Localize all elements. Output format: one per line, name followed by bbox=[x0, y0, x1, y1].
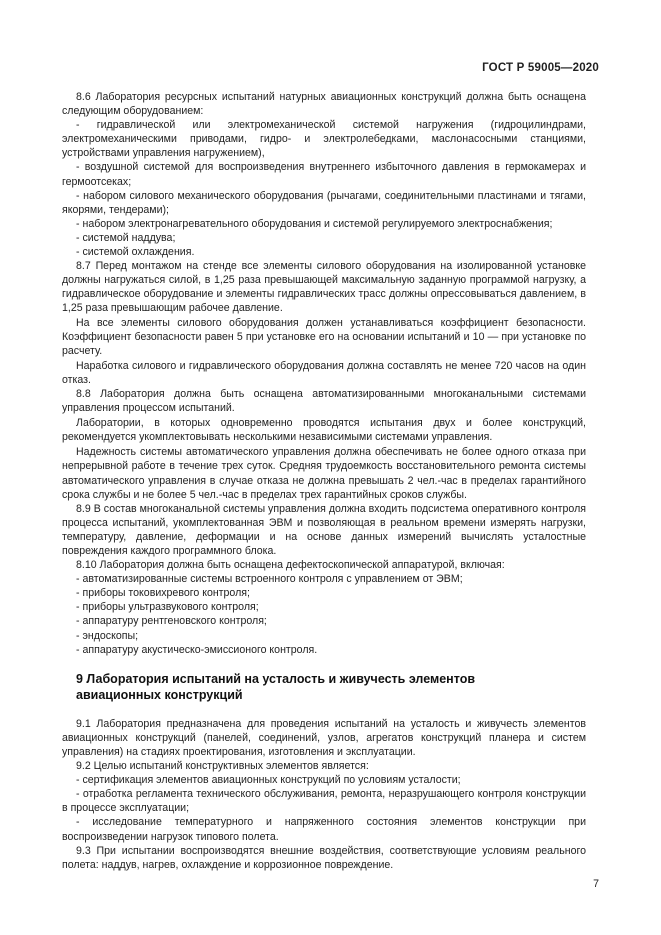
list-item: - приборы токовихревого контроля; bbox=[76, 587, 250, 600]
paragraph: Лаборатории, в которых одновременно проводятся испытания двух и более конструкций, рекомендуется укомплектовывать несколькими независимыми системами управления. bbox=[62, 417, 586, 444]
list-item: - аппаратуру рентгеновского контроля; bbox=[76, 615, 267, 628]
list-item: - системой охлаждения. bbox=[76, 246, 195, 259]
paragraph-9-2: 9.2 Целью испытаний конструктивных элементов является: bbox=[76, 760, 369, 773]
list-item: - отработка регламента технического обслуживания, ремонта, неразрушающего контроля конструкции в процессе эксплуатации; bbox=[62, 788, 586, 815]
list-item: - набором силового механического оборудования (рычагами, соединительными пластинами и тягами, якорями, тендерами); bbox=[62, 189, 586, 216]
page-number: 7 bbox=[593, 878, 599, 890]
list-item: - системой наддува; bbox=[76, 231, 176, 244]
section-title-line2: авиационных конструкций bbox=[76, 687, 243, 702]
list-item: - воздушной системой для воспроизведения внутреннего избыточного давления в гермокамерах и гермоотсеках; bbox=[62, 161, 586, 188]
paragraph-8-8: 8.8 Лаборатория должна быть оснащена автоматизированными многоканальными системами управления процессом испытаний. bbox=[62, 387, 586, 415]
paragraph: На все элементы силового оборудования должен устанавливаться коэффициент безопасности. Коэффициент безопасности равен 5 при установке его на основании испытаний и 10 — при установке по расчету. bbox=[62, 316, 586, 357]
paragraph-8-10: 8.10 Лаборатория должна быть оснащена дефектоскопической аппаратурой, включая: bbox=[76, 559, 505, 572]
section-9-heading bbox=[76, 671, 586, 703]
list-item: - сертификация элементов авиационных конструкций по условиям усталости; bbox=[76, 774, 461, 787]
paragraph-8-9: 8.9 В состав многоканальной системы управления должна входить подсистема оперативного контроля процесса испытаний, укомплектованная ЭВМ и позволяющая в реальном времени измерять нагрузки, температуру, давление, деформации и на основе данных измерений вычислять усталостные повреждения каждого программного блока. bbox=[62, 502, 586, 557]
paragraph-9-3: 9.3 При испытании воспроизводятся внешние воздействия, соответствующие условиям реального полета: наддув, нагрев, охлаждение и коррозионное повреждение. bbox=[62, 844, 586, 871]
page-body bbox=[62, 90, 586, 872]
section-title-line1: 9 Лаборатория испытаний на усталость и живучесть элементов bbox=[76, 671, 476, 686]
list-item: - автоматизированные системы встроенного контроля с управлением от ЭВМ; bbox=[76, 573, 463, 586]
paragraph-8-6: 8.6 Лаборатория ресурсных испытаний натурных авиационных конструкций должна быть оснащена следующим оборудованием: bbox=[62, 91, 586, 118]
paragraph: Наработка силового и гидравлического оборудования должна составлять не менее 720 часов на один отказ. bbox=[62, 359, 586, 386]
paragraph-8-7: 8.7 Перед монтажом на стенде все элементы силового оборудования на изолированной установке должны нагружаться силой, в 1,25 раза превышающей максимальную заданную программой нагрузку, а гидравлическое оборудование и элементы гидравлических трасс должны опрессовываться давлением, в 1,25 раза превышающим рабочее давление. bbox=[62, 260, 586, 315]
list-item: - приборы ультразвукового контроля; bbox=[76, 601, 259, 614]
paragraph-9-1: 9.1 Лаборатория предназначена для проведения испытаний на усталость и живучесть элементов авиационных конструкций (панелей, соединений, узлов, агрегатов конструкций планера и систем управления) на стадиях проектирования, изготовления и эксплуатации. bbox=[62, 717, 586, 758]
document-standard-header: ГОСТ Р 59005—2020 bbox=[482, 62, 599, 74]
list-item: - набором электронагревательного оборудования и системой регулируемого электроснабжения; bbox=[76, 217, 553, 230]
paragraph: Надежность системы автоматического управления должна обеспечивать не более одного отказа при непрерывной работе в течение трех суток. Средняя трудоемкость восстановительного ремонта системы автоматического управления в случае отказа не должна превышать 2 чел.-час в пределах гарантийного срока службы и не более 5 чел.-час в пределах трех гарантийных сроков службы. bbox=[62, 446, 586, 501]
list-item: - исследование температурного и напряженного состояния элементов конструкции при воспроизведении нагрузок типового полета. bbox=[62, 816, 586, 843]
list-item: - эндоскопы; bbox=[76, 629, 139, 642]
list-item: - гидравлической или электромеханической системой нагружения (гидроцилиндрами, электромеханическими приводами, гидро- и электролебедками, маслонасосными станциями, устройствами управления нагружением), bbox=[62, 119, 586, 160]
list-item: - аппаратуру акустическо-эмиссионого контроля. bbox=[76, 643, 318, 656]
